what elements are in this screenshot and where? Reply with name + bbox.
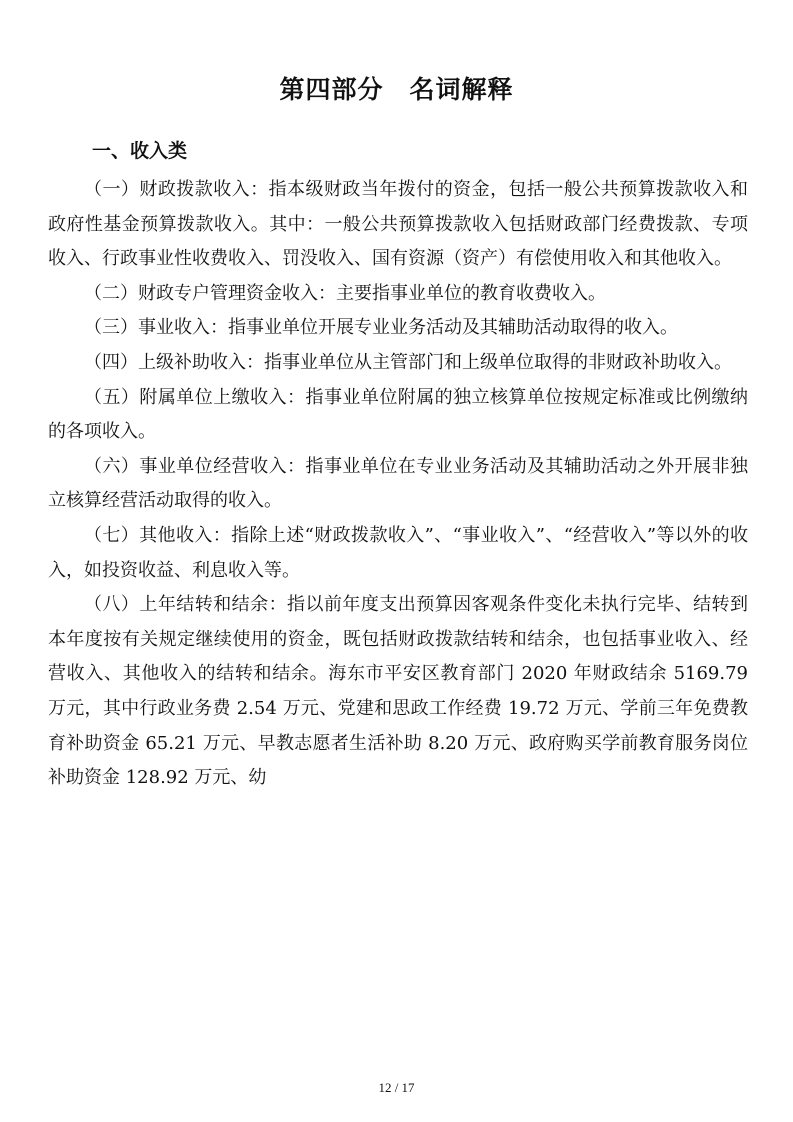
paragraph-5-heading: （五）附属单位上缴收入：	[84, 386, 306, 408]
paragraph-7	[48, 519, 748, 588]
paragraph-7-heading: （七）其他收入：	[84, 524, 232, 546]
paragraph-2-heading: （二）财政专户管理资金收入：	[84, 282, 336, 304]
paragraph-6-heading: （六）事业单位经营收入：	[84, 455, 306, 477]
paragraph-6	[48, 450, 748, 519]
section-heading: 一、收入类	[92, 140, 188, 162]
paragraph-1	[48, 173, 748, 277]
paragraph-5-text: 指事业单位附属的独立核算单位按规定标准或比例缴纳的各项收入。	[48, 386, 748, 443]
paragraph-4	[48, 346, 748, 381]
paragraph-2	[48, 277, 748, 312]
page-title: 第四部分 名词解释	[279, 75, 514, 104]
paragraph-6-text: 指事业单位在专业业务活动及其辅助活动之外开展非独立核算经营活动取得的收入。	[48, 455, 748, 512]
paragraph-8	[48, 588, 748, 796]
page-number: 12 / 17	[378, 1080, 415, 1095]
paragraph-1-heading: （一）财政拨款收入：	[84, 179, 269, 200]
paragraph-3-text: 指事业单位开展专业业务活动及其辅助活动取得的收入。	[228, 317, 678, 339]
paragraph-8-text: 指以前年度支出预算因客观条件变化未执行完毕、结转到本年度按有关规定继续使用的资金，既包括财政拨款结转和结余，也包括事业收入、经营收入、其他收入的结转和结余。海东市平安区教育部门 2020 年财政结余 5169.79 万元，其中行政业务费 2.54 万元、党建和思政工作经费 19.72 万元、学前三年免费教育补助资金 65.21 万元、早教志愿者生活补助 8.20 万元、政府购买学前教育服务岗位补助资金 128.92 万元、幼	[48, 594, 749, 789]
paragraph-2-text: 主要指事业单位的教育收费收入。	[336, 282, 606, 304]
document-body	[48, 173, 748, 796]
paragraph-3	[48, 311, 748, 346]
paragraph-3-heading: （三）事业收入：	[84, 317, 228, 339]
paragraph-1-text: 指本级财政当年拨付的资金，包括一般公共预算拨款收入和政府性基金预算拨款收入。其中：一般公共预算拨款收入包括财政部门经费拨款、专项收入、行政事业性收费收入、罚没收入、国有资源（资产）有偿使用收入和其他收入。	[48, 179, 749, 270]
paragraph-4-text: 指事业单位从主管部门和上级单位取得的非财政补助收入。	[264, 351, 732, 373]
paragraph-8-heading: （八）上年结转和结余：	[84, 594, 288, 616]
paragraph-4-heading: （四）上级补助收入：	[84, 351, 264, 373]
paragraph-7-text: 指除上述“财政拨款收入”、“事业收入”、“经营收入”等以外的收入，如投资收益、利息收入等。	[48, 524, 749, 581]
paragraph-5	[48, 381, 748, 450]
